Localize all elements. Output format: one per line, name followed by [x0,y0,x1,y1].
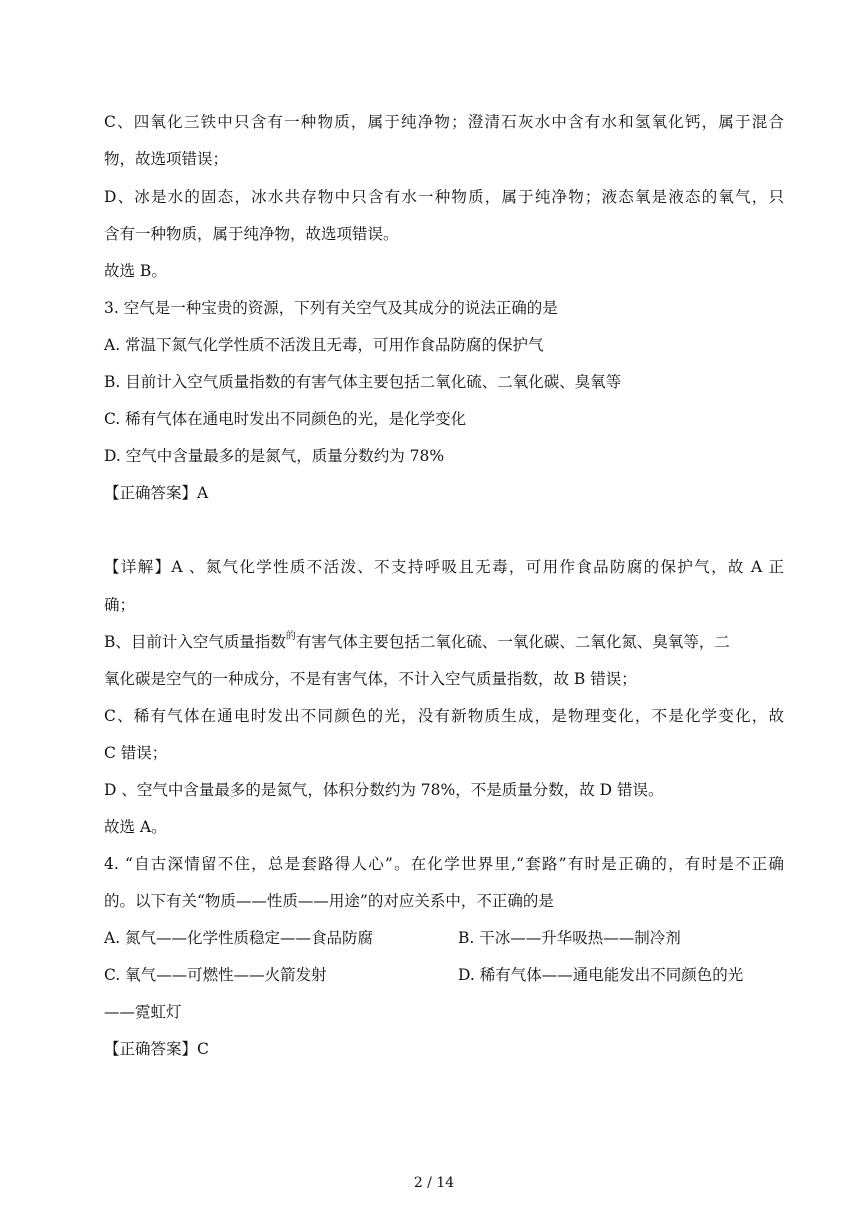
text-line: ——霓虹灯 [104,1003,182,1021]
question-stem: 4. “自古深情留不住，总是套路得人心”。在化学世界里,“套路”有时是正确的，有时是不正确 [104,855,784,873]
text-line: C 错误； [104,744,168,762]
option-row [104,964,784,986]
explanation-line: 【详解】A 、氮气化学性质不活泼、不支持呼吸且无毒，可用作食品防腐的保护气，故 A 正 [104,558,784,576]
option-row [104,927,784,949]
page-number: 2 / 14 [413,1175,455,1191]
text-line: D、冰是水的固态，冰水共存物中只含有水一种物质，属于纯净物；液态氧是液态的氧气，只 [104,188,784,206]
option-b: B. 目前计入空气质量指数的有害气体主要包括二氧化硫、二氧化碳、臭氧等 [104,373,622,391]
text-span: B、目前计入空气质量指数 [104,633,286,651]
text-line: 故选 A。 [104,818,167,836]
text-line: 含有一种物质，属于纯净物，故选项错误。 [104,225,399,243]
option-a: A. 氮气——化学性质稳定——食品防腐 [104,929,374,947]
answer-label: 【正确答案】A [104,484,209,502]
text-line: C、稀有气体在通电时发出不同颜色的光，没有新物质生成，是物理变化，不是化学变化，故 [104,707,784,725]
superscript-text: 的 [285,631,296,642]
text-line [104,631,784,656]
text-line: D 、空气中含量最多的是氮气，体积分数约为 78%，不是质量分数，故 D 错误。 [104,781,664,799]
option-b: B. 干冰——升华吸热——制冷剂 [458,929,681,947]
text-line: 故选 B。 [104,262,167,280]
option-a: A. 常温下氮气化学性质不活泼且无毒，可用作食品防腐的保护气 [104,336,544,354]
option-d: D. 空气中含量最多的是氮气，质量分数约为 78% [104,447,445,465]
text-line: 氧化碳是空气的一种成分，不是有害气体，不计入空气质量指数，故 B 错误； [104,670,637,688]
option-c: C. 稀有气体在通电时发出不同颜色的光，是化学变化 [104,410,467,428]
text-span: 有害气体主要包括二氧化硫、一氧化碳、二氧化氮、臭氧等，二 [295,633,730,651]
option-d: D. 稀有气体——通电能发出不同颜色的光 [458,966,744,984]
text-line: 确； [104,596,136,614]
question-stem: 的。以下有关“物质——性质——用途”的对应关系中，不正确的是 [104,892,554,910]
option-c: C. 氧气——可燃性——火箭发射 [104,966,327,984]
text-line: 物，故选项错误； [104,150,229,168]
text-line: C、四氧化三铁中只含有一种物质，属于纯净物；澄清石灰水中含有水和氢氧化钙，属于混合 [104,113,784,131]
answer-label: 【正确答案】C [104,1040,209,1058]
question-stem: 3. 空气是一种宝贵的资源，下列有关空气及其成分的说法正确的是 [104,299,558,317]
